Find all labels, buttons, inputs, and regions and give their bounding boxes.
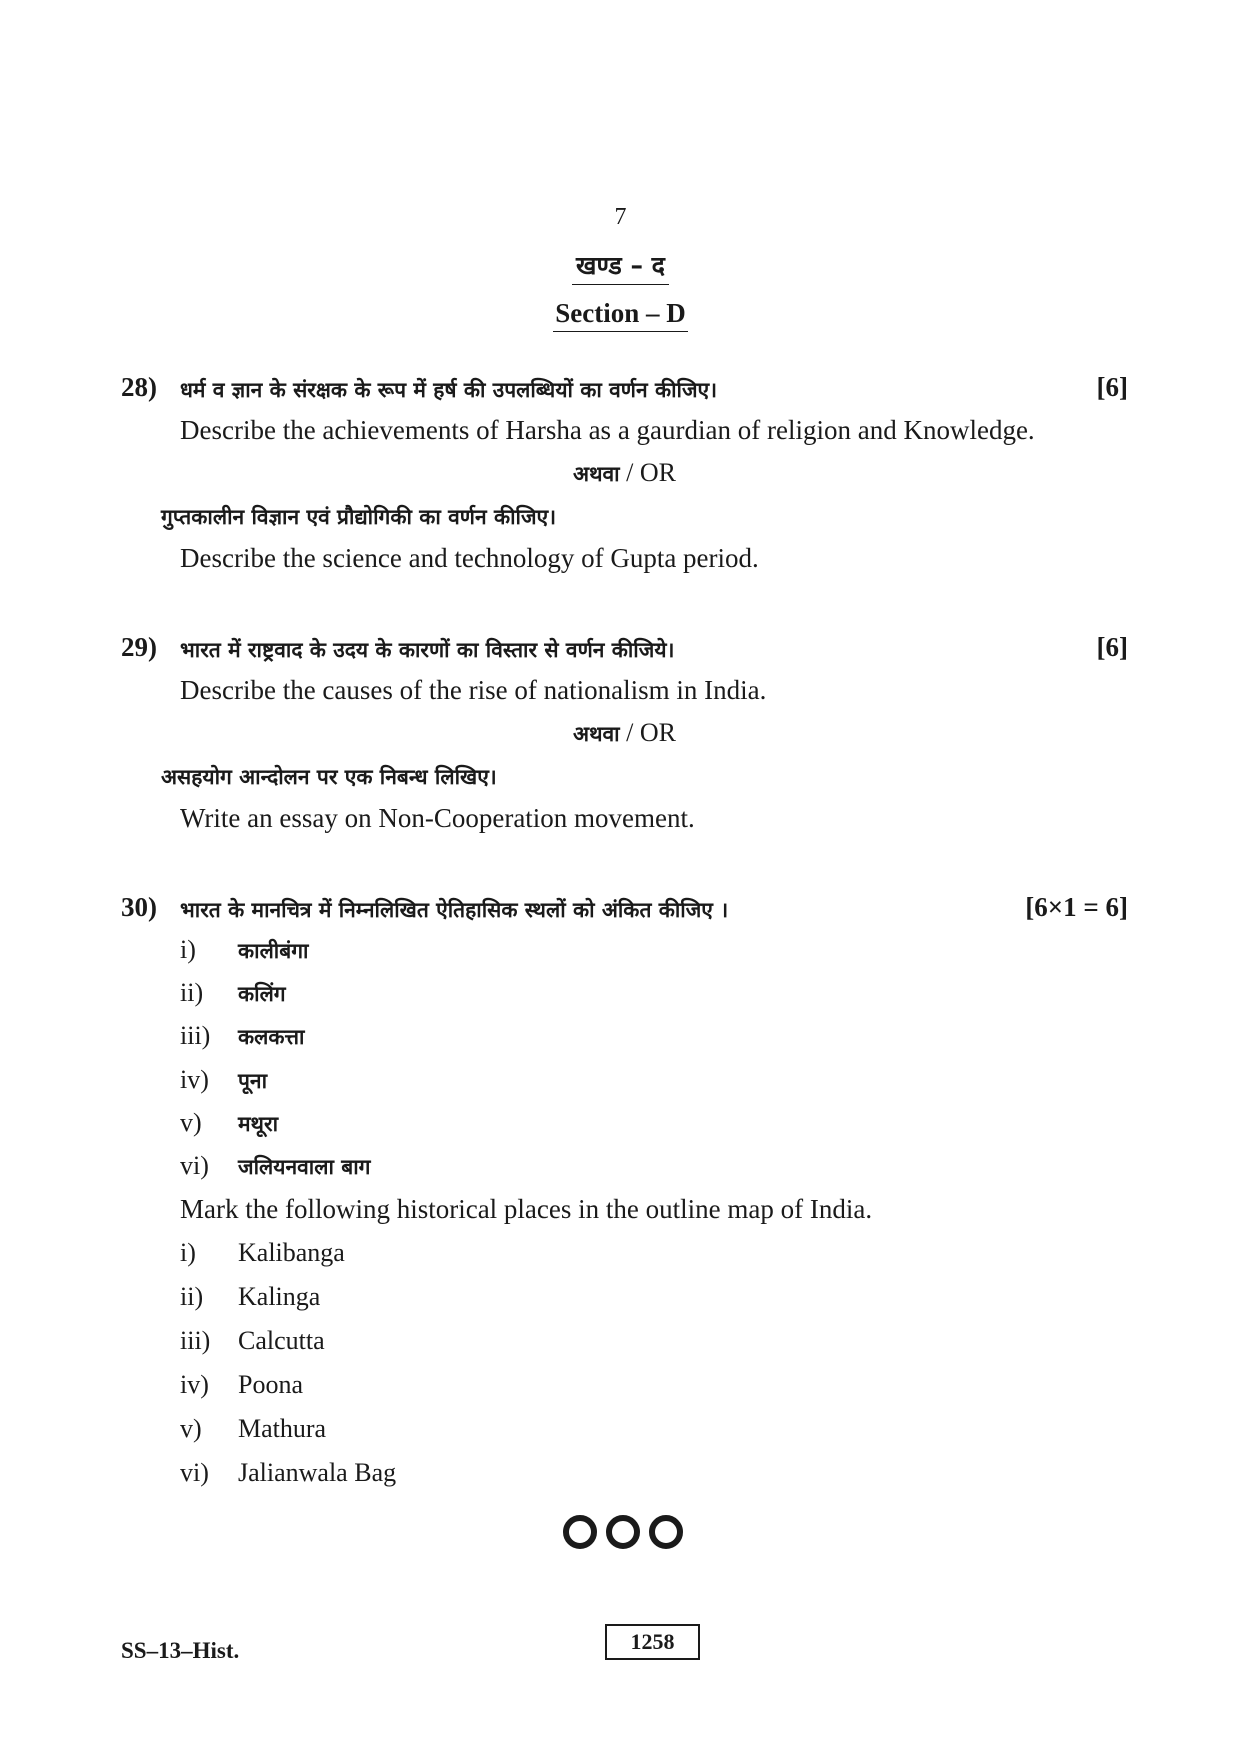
or-separator: अथवा / OR [573, 458, 676, 487]
question-text-english: Describe the achievements of Harsha as a gaurdian of religion and Knowledge. [180, 415, 1035, 445]
alternative-question-hindi: गुप्तकालीन विज्ञान एवं प्रौद्योगिकी का वर्णन कीजिए। [161, 505, 557, 529]
question-marks: [6] [1096, 372, 1128, 402]
or-separator: अथवा / OR [573, 718, 676, 747]
alternative-question-english: Write an essay on Non-Cooperation movement. [180, 803, 695, 833]
list-item: v) मथूरा [180, 1108, 279, 1137]
section-heading-hindi: खण्ड – द [0, 248, 1241, 282]
list-item: iv) Poona [180, 1370, 303, 1399]
question-number: 30) [121, 892, 157, 922]
section-heading-english: Section – D [0, 298, 1241, 329]
question-text-hindi: भारत में राष्ट्रवाद के उदय के कारणों का विस्तार से वर्णन कीजिये। [180, 638, 675, 662]
list-item: iii) कलकत्ता [180, 1021, 305, 1050]
alternative-question-english: Describe the science and technology of Gupta period. [180, 543, 759, 573]
list-item: v) Mathura [180, 1414, 327, 1443]
list-item: ii) कलिंग [180, 978, 286, 1007]
question-text-hindi: भारत के मानचित्र में निम्नलिखित ऐतिहासिक स्थलों को अंकित कीजिए । [180, 898, 729, 922]
list-item: vi) जलियनवाला बाग [180, 1151, 371, 1180]
question-number: 29) [121, 632, 157, 662]
list-item: i) कालीबंगा [180, 935, 309, 964]
end-of-paper-icon [558, 1514, 688, 1550]
question-marks: [6] [1096, 632, 1128, 662]
question-number: 28) [121, 372, 157, 402]
list-item: iv) पूना [180, 1065, 268, 1094]
question-marks: [6×1 = 6] [1025, 892, 1128, 922]
alternative-question-hindi: असहयोग आन्दोलन पर एक निबन्ध लिखिए। [161, 765, 497, 789]
paper-code: SS–13–Hist. [121, 1638, 240, 1663]
page-number: 7 [614, 204, 627, 230]
list-item: vi) Jalianwala Bag [180, 1458, 397, 1487]
question-text-english: Describe the causes of the rise of nationalism in India. [180, 675, 767, 705]
question-text-english: Mark the following historical places in the outline map of India. [180, 1194, 873, 1224]
page-code-box: 1258 [605, 1624, 700, 1660]
list-item: i) Kalibanga [180, 1238, 345, 1267]
question-text-hindi: धर्म व ज्ञान के संरक्षक के रूप में हर्ष की उपलब्धियों का वर्णन कीजिए। [180, 378, 718, 402]
list-item: ii) Kalinga [180, 1282, 321, 1311]
list-item: iii) Calcutta [180, 1326, 325, 1355]
